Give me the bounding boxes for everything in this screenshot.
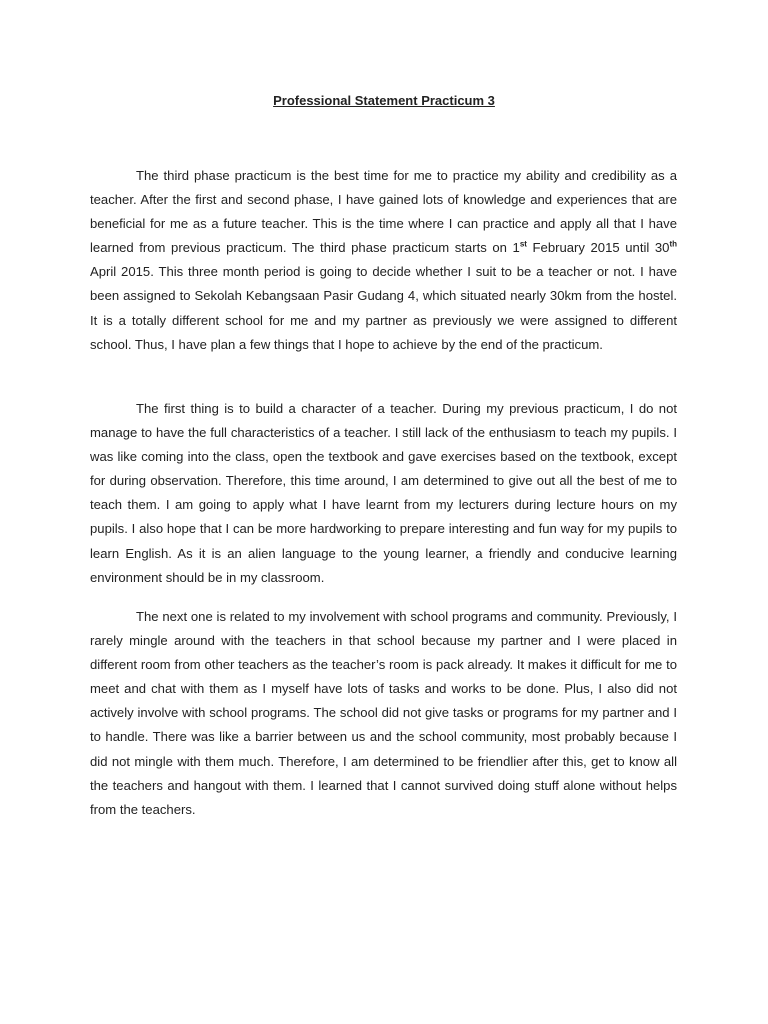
document-title: Professional Statement Practicum 3 [273,93,495,108]
ordinal-suffix-st: st [519,239,527,249]
paragraph-intro-text-3: April 2015. This three month period is going to decide whether I suit to be a teacher or not. I have been assigned to Sekolah Kebangsaan Pasir Gudang 4, which situated nearly 30km from the hostel. It is a totally different school for me and my partner as previously we were assigned to different school. Thus, I have plan a few things that I hope to achieve by the end of the practicum. [90,264,677,352]
paragraph-community: The next one is related to my involvement with school programs and community. Previously, I rarely mingle around with the teachers in that school because my partner and I were placed in different room from other teachers as the teacher’s room is pack already. It makes it difficult for me to meet and chat with them as I myself have lots of tasks and works to be done. Plus, I also did not actively involve with school programs. The school did not give tasks or programs for my partner and I to handle. There was like a barrier between us and the school community, most probably because I did not mingle with them much. Therefore, I am determined to be friendlier after this, get to know all the teachers and hangout with them. I learned that I cannot survived doing stuff alone without helps from the teachers. [90,609,677,817]
paragraph-intro [90,164,677,357]
ordinal-suffix-th: th [669,239,677,249]
paragraph-intro-text-1: The third phase practicum is the best time for me to practice my ability and credibility as a teacher. After the first and second phase, I have gained lots of knowledge and experiences that are beneficial for me as a future teacher. This is the time where I can practice and apply all that I have learned from previous practicum. The third phase practicum starts on 1 [90,168,677,256]
paragraph-character: The first thing is to build a character of a teacher. During my previous practicum, I do not manage to have the full characteristics of a teacher. I still lack of the enthusiasm to teach my pupils. I was like coming into the class, open the textbook and gave exercises based on the textbook, except for during observation. Therefore, this time around, I am determined to give out all the best of me to teach them. I am going to apply what I have learnt from my lecturers during lecture hours on my pupils. I also hope that I can be more hardworking to prepare interesting and fun way for my pupils to learn English. As it is an alien language to the young learner, a friendly and conducive learning environment should be in my classroom. [90,401,677,585]
paragraph-intro-text-2: February 2015 until 30 [526,240,670,256]
